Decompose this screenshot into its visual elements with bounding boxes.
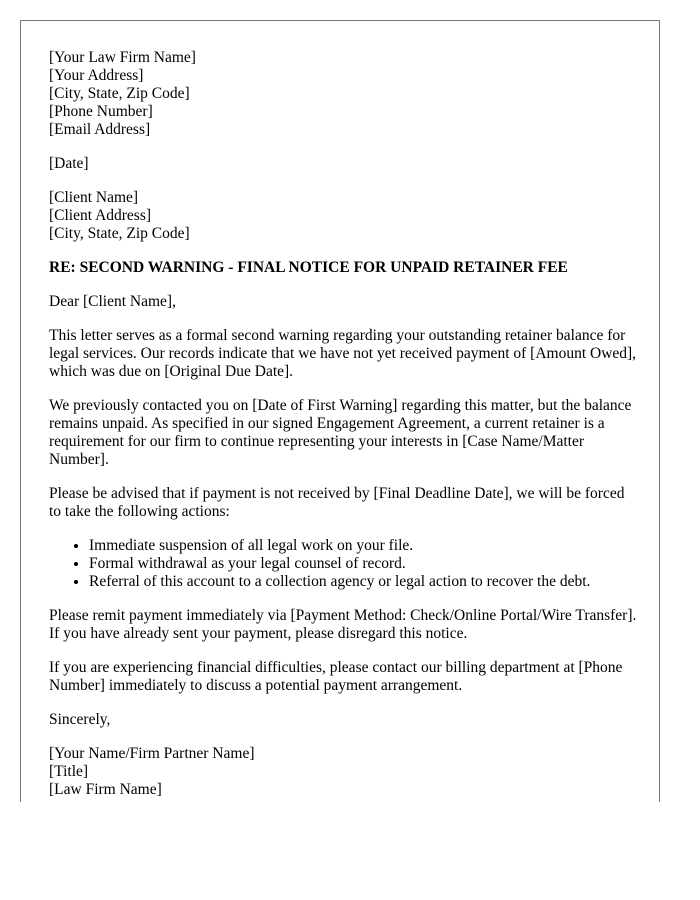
paragraph-previous-contact: We previously contacted you on [Date of First Warning] regarding this matter, but the balance remains unpaid. As specified in our signed Engagement Agreement, a current retainer is a requirement for our firm to continue representing your interests in [Case Name/Matter Number].: [49, 397, 632, 468]
signature-title: [Title]: [49, 763, 89, 780]
recipient-name: [Client Name]: [49, 189, 139, 206]
letter-body: [49, 49, 639, 799]
paragraph-financial-difficulties: If you are experiencing financial difficulties, please contact our billing department at [Phone Number] immediately to discuss a potential payment arrangement.: [49, 659, 623, 694]
salutation: Dear [Client Name],: [49, 293, 176, 310]
signature-block: [49, 745, 639, 799]
paragraph-payment-instructions: Please remit payment immediately via [Payment Method: Check/Online Portal/Wire Transfer]. If you have already sent your payment, please disregard this notice.: [49, 607, 637, 642]
sender-city-state-zip: [City, State, Zip Code]: [49, 85, 190, 102]
sender-block: [49, 49, 639, 139]
paragraph-overdue-notice: This letter serves as a formal second warning regarding your outstanding retainer balance for legal services. Our records indicate that we have not yet received payment of [Amount Owed], which was due on [Original Due Date].: [49, 327, 637, 380]
recipient-city-state-zip: [City, State, Zip Code]: [49, 225, 190, 242]
list-item: • Referral of this account to a collection agency or legal action to recover the debt.: [89, 573, 639, 591]
sender-email: [Email Address]: [49, 121, 151, 138]
recipient-address: [Client Address]: [49, 207, 152, 224]
letter-page: [20, 20, 660, 802]
signature-firm: [Law Firm Name]: [49, 781, 162, 798]
subject-line: RE: SECOND WARNING - FINAL NOTICE FOR UNPAID RETAINER FEE: [49, 259, 568, 276]
paragraph-deadline: Please be advised that if payment is not received by [Final Deadline Date], we will be forced to take the following actions:: [49, 485, 625, 520]
sender-phone: [Phone Number]: [49, 103, 153, 120]
sender-firm-name: [Your Law Firm Name]: [49, 49, 196, 66]
actions-list: [49, 537, 639, 591]
list-item: • Formal withdrawal as your legal counsel of record.: [89, 555, 639, 573]
recipient-block: [49, 189, 639, 243]
signature-name: [Your Name/Firm Partner Name]: [49, 745, 255, 762]
sign-off: Sincerely,: [49, 711, 111, 728]
list-item: • Immediate suspension of all legal work on your file.: [89, 537, 639, 555]
letter-date: [Date]: [49, 155, 89, 172]
sender-address: [Your Address]: [49, 67, 144, 84]
